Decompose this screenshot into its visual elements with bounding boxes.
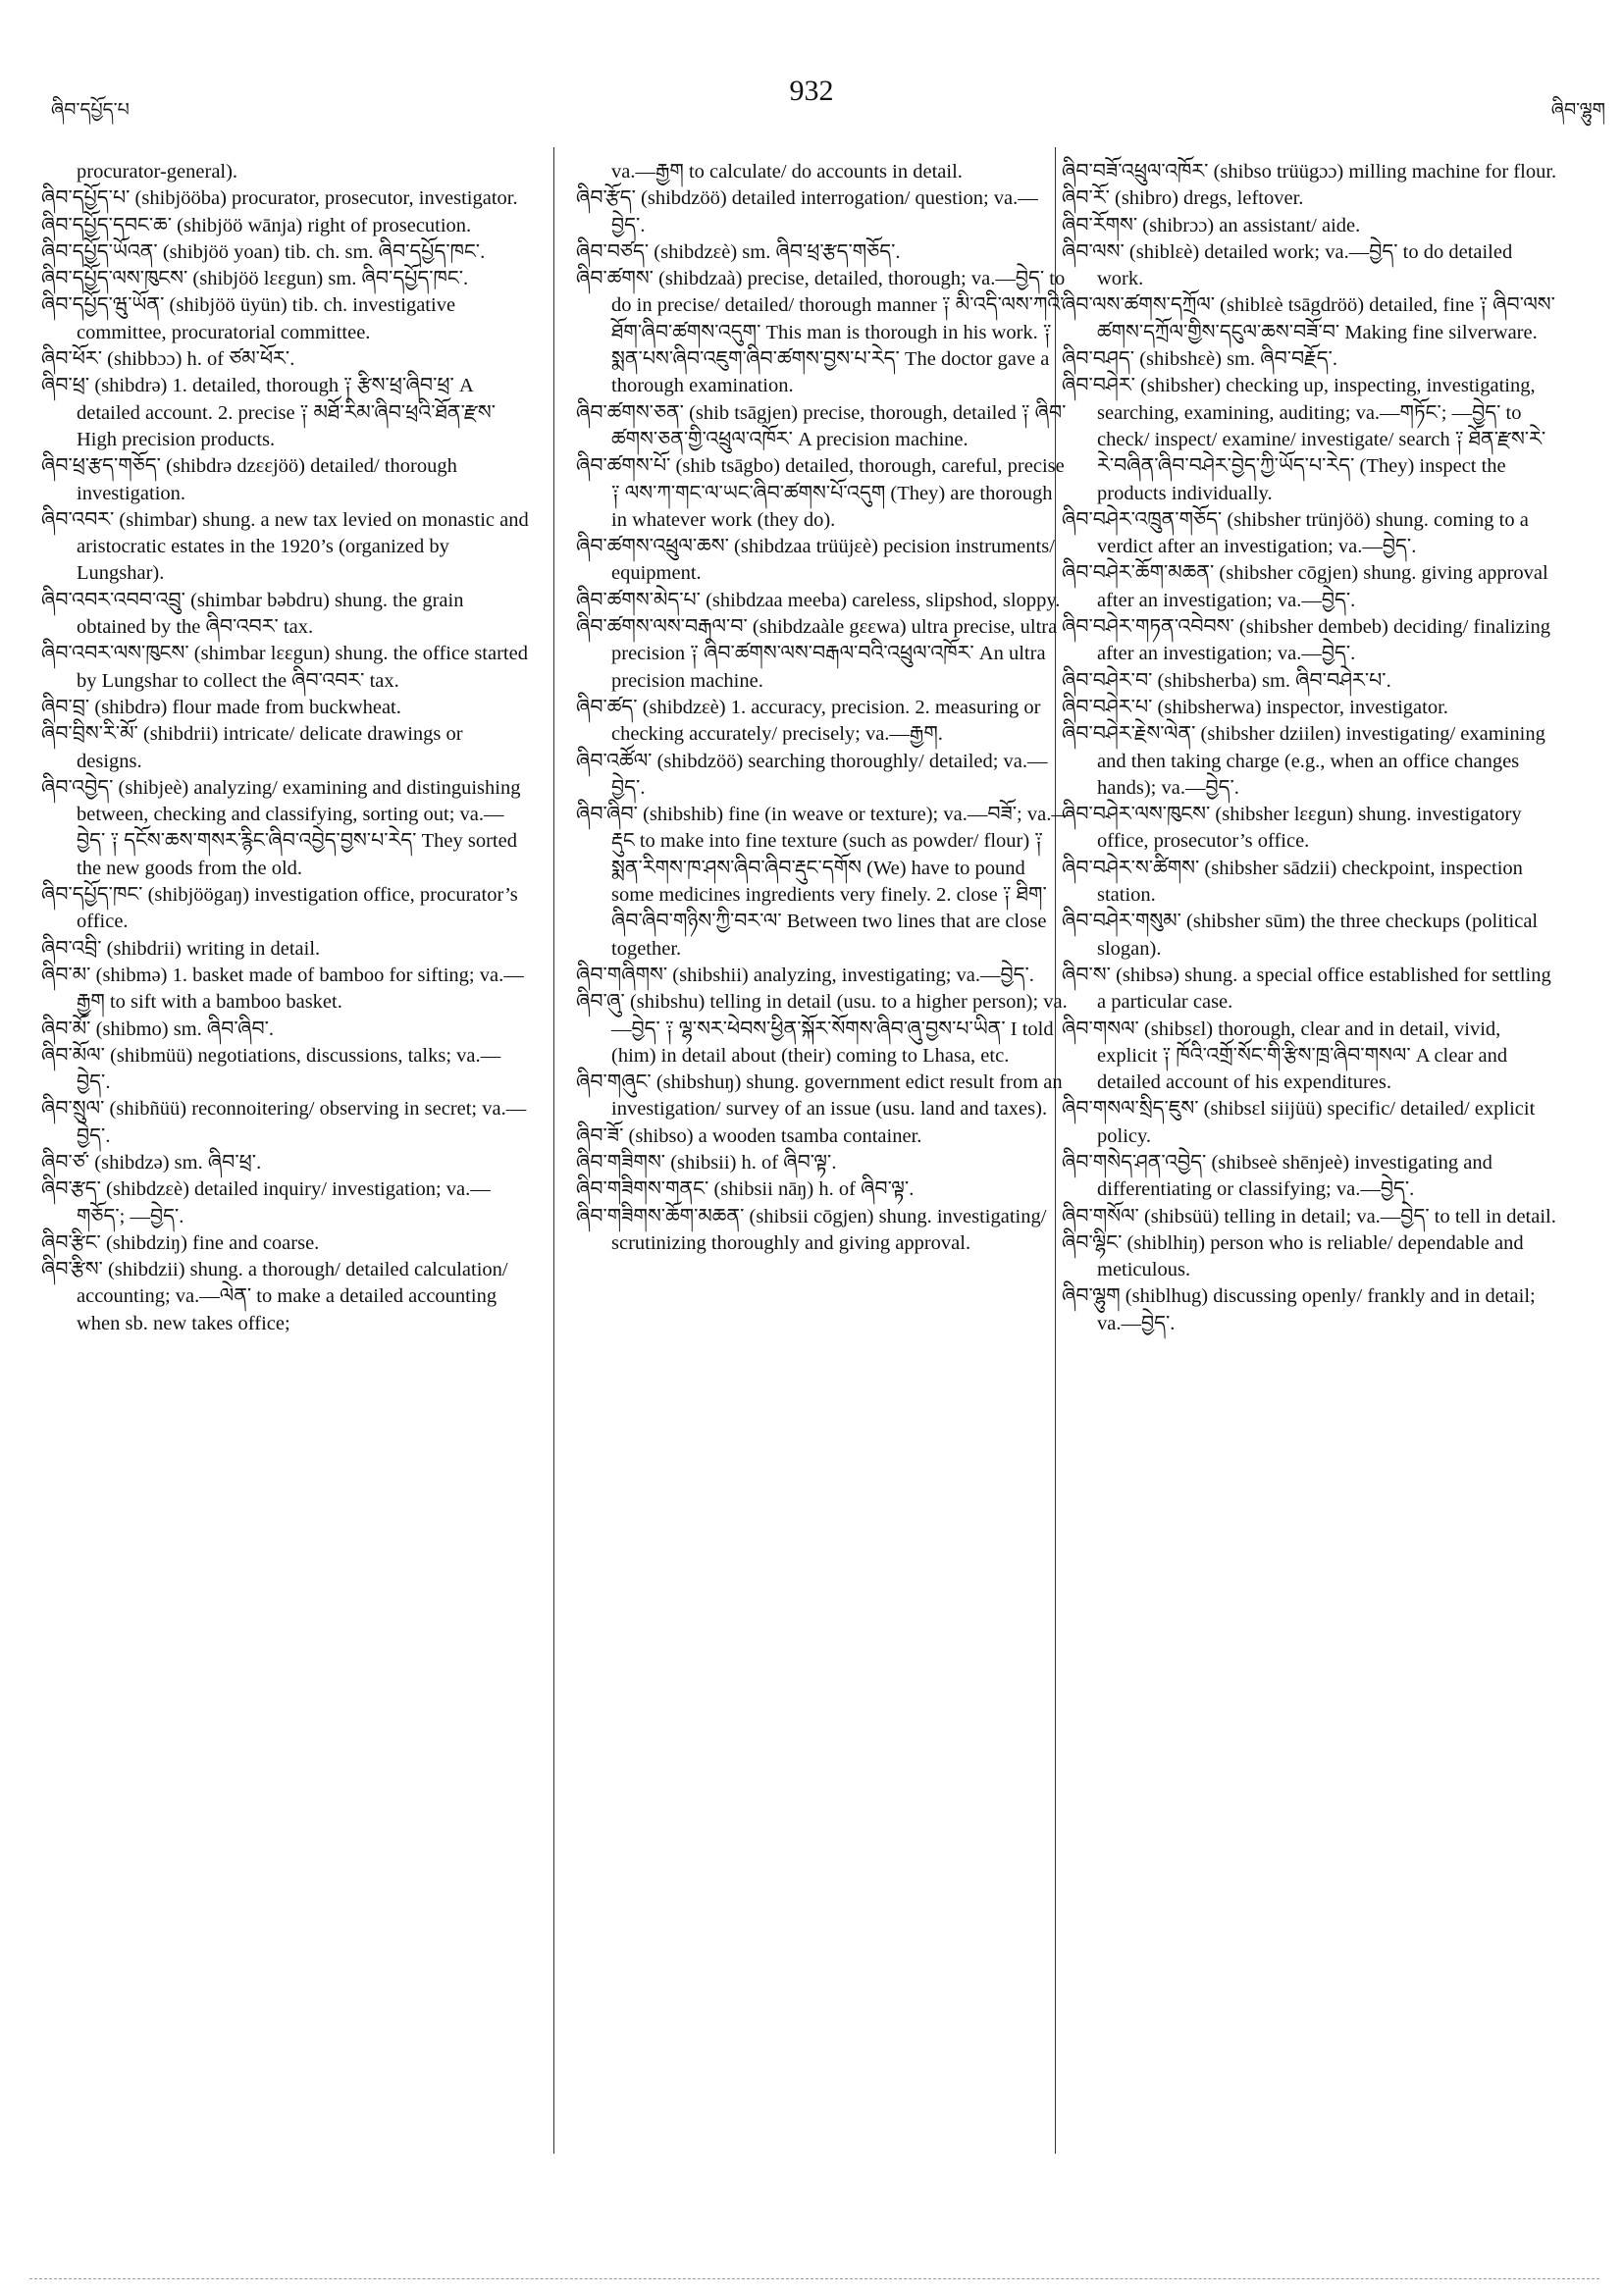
dictionary-entry: ཞིབ་བཤེར་ (shibsher) checking up, inspecting, investigating, searching, examining, auditing; va.—གཏོང་; —བྱེད་ to check/ inspect/ examine/ investigate/ search ༑ ཐོན་རྫས་རེ་རེ་བཞིན་ཞིབ་བཤེར་བྱེད་ཀྱི་ཡོད་པ་རེད་ (They) inspect the products individually. — [1062, 375, 1546, 504]
dictionary-entry: ཞིབ་དཔྱོད་ཁང་ (shibjöögaŋ) investigation office, procurator’s office. — [41, 884, 518, 933]
dictionary-entry: ཞིབ་ཚགས་པོ་ (shib tsāgbo) detailed, thorough, careful, precise ༑ ལས་ཀ་གང་ལ་ཡང་ཞིབ་ཚགས་པོ་འདུག (They) are thorough in whatever work (they do). — [576, 455, 1065, 531]
column-1 — [41, 159, 532, 1337]
dictionary-entry: ཞིབ་གཟིགས་ (shibsii) h. of ཞིབ་ལྟ་. — [576, 1151, 837, 1174]
dictionary-entry: ཞིབ་སྲུལ་ (shibñüü) reconnoitering/ observing in secret; va.—བྱེད་. — [41, 1098, 527, 1147]
dictionary-entry: ཞིབ་ཚགས་འཕྲུལ་ཆས་ (shibdzaa trüüjɛè) pecision instruments/ equipment. — [576, 536, 1055, 585]
dictionary-entry: ཞིབ་གསལ་ (shibsɛl) thorough, clear and in detail, vivid, explicit ༑ ཁོའི་འགྲོ་སོང་གི་རྩིས་ཁྲ་ཞིབ་གསལ་ A clear and detailed account of his expenditures. — [1062, 1018, 1508, 1094]
dictionary-entry: ཞིབ་བྲིས་རི་མོ་ (shibdrii) intricate/ delicate drawings or designs. — [41, 723, 463, 772]
dictionary-entry: ཞིབ་ལྷུག (shiblhug) discussing openly/ frankly and in detail; va.—བྱེད་. — [1062, 1285, 1536, 1334]
dictionary-entry: ཞིབ་རོ་ (shibro) dregs, leftover. — [1062, 187, 1304, 210]
dictionary-entry: ཞིབ་གཞིགས་ (shibshii) analyzing, investigating; va.—བྱེད་. — [576, 964, 1034, 986]
dictionary-entry: ཞིབ་དཔྱོད་དབང་ཆ་ (shibjöö wānja) right of prosecution. — [41, 214, 472, 236]
dictionary-entry: ཞིབ་གཞུང་ (shibshuŋ) shung. government edict result from an investigation/ survey of an issue (usu. land and taxes). — [576, 1071, 1063, 1121]
dictionary-entry: ཞིབ་ཕྲ་རྩད་གཅོད་ (shibdrə dzɛɛjöö) detailed/ thorough investigation. — [41, 455, 457, 504]
column-rule — [553, 147, 554, 2154]
dictionary-entry: ཞིབ་བཤེར་བ་ (shibsherba) sm. ཞིབ་བཤེར་པ་. — [1062, 669, 1391, 692]
dictionary-entry: ཞིབ་རོགས་ (shibrɔɔ) an assistant/ aide. — [1062, 214, 1361, 236]
dictionary-entry: ཞིབ་འབར་ (shimbar) shung. a new tax levied on monastic and aristocratic estates in the 1920’s (organized by Lungshar). — [41, 508, 529, 585]
dictionary-entry: ཞིབ་བཤེར་ལས་ཁུངས་ (shibsher lɛɛgun) shung. investigatory office, prosecutor’s office. — [1062, 804, 1522, 853]
dictionary-entry: ཞིབ་ཚགས་ཅན་ (shib tsāgjen) precise, thorough, detailed ༑ ཞིབ་ཚགས་ཅན་གྱི་འཕྲུལ་འཁོར་ A precision machine. — [576, 401, 1067, 450]
dictionary-entry: procurator-general). — [77, 161, 238, 183]
page-number: 932 — [789, 75, 834, 107]
dictionary-entry: ཞིབ་བཤད་ (shibshɛè) sm. ཞིབ་བརྗོད་. — [1062, 348, 1337, 371]
left-headword: ཞིབ་དཔྱོད་པ — [51, 99, 130, 121]
dictionary-entry: ཞིབ་ཞིབ་ (shibshib) fine (in weave or texture); va.—བཟོ་; va.—རྡུང to make into fine texture (such as powder/ flour) ༑ སྨན་རིགས་ཁ་ཤས་ཞིབ་ཞིབ་རྡུང་དགོས (We) have to pound some medicines ingredients very finely. 2. close ༑ ཐིག་ཞིབ་ཞིབ་གཉིས་ཀྱི་བར་ལ་ Between two lines that are close together. — [576, 804, 1072, 960]
dictionary-entry: ཞིབ་གསལ་སྲིད་ཇུས་ (shibsɛl siijüü) specific/ detailed/ explicit policy. — [1062, 1098, 1536, 1147]
dictionary-entry: ཞིབ་བཤེར་རྗེས་ལེན་ (shibsher dziilen) investigating/ examining and then taking charge (e.g., when an office changes hands); va.—བྱེད་. — [1062, 723, 1545, 799]
dictionary-entry: ཞིབ་ལྷིང་ (shiblhiŋ) person who is reliable/ dependable and meticulous. — [1062, 1231, 1524, 1281]
dictionary-entry: ཞིབ་རྩོད་ (shibdzöö) detailed interrogation/ question; va.—བྱེད་. — [576, 187, 1038, 236]
dictionary-entry: ཞིབ་རྩད་ (shibdzɛè) detailed inquiry/ investigation; va.—གཅོད་; —བྱེད་. — [41, 1178, 491, 1227]
dictionary-entry: ཞིབ་མ་ (shibmə) 1. basket made of bamboo for sifting; va.—རྒྱག to sift with a bamboo basket. — [41, 964, 524, 1014]
dictionary-entry: ཞིབ་འབར་འབབ་འབྲུ་ (shimbar bəbdru) shung. the grain obtained by the ཞིབ་འབར་ tax. — [41, 589, 464, 639]
right-headword: ཞིབ་ལྷུག — [1550, 99, 1605, 121]
dictionary-entry: ཞིབ་རྩིང་ (shibdziŋ) fine and coarse. — [41, 1231, 320, 1254]
dictionary-entry: ཞིབ་ས་ (shibsə) shung. a special office established for settling a particular case. — [1062, 964, 1551, 1014]
dictionary-entry: ཞིབ་ཚགས་མེད་པ་ (shibdzaa meeba) careless, slipshod, sloppy. — [576, 589, 1061, 611]
dictionary-entry: ཞིབ་ཟོ་ (shibso) a wooden tsamba container. — [576, 1124, 922, 1147]
dictionary-entry: ཞིབ་ཕྲ་ (shibdrə) 1. detailed, thorough ༑ རྩིས་ཕྲ་ཞིབ་ཕྲ་ A detailed account. 2. precise ༑ མཐོ་རིམ་ཞིབ་ཕྲའི་ཐོན་རྫས་ High precision products. — [41, 375, 496, 450]
dictionary-entry: ཞིབ་འབྱེད་ (shibjeè) analyzing/ examining and distinguishing between, checking and classifying, sorting out; va.—བྱེད་ ༑ དངོས་ཆས་གསར་རྙིང་ཞིབ་འབྱེད་བྱས་པ་རེད་ They sorted the new goods from the old. — [41, 776, 521, 879]
running-head — [0, 69, 1623, 128]
dictionary-entry: ཞིབ་གཟིགས་ཆོག་མཆན་ (shibsii cōgjen) shung. investigating/ scrutinizing thoroughly and giving approval. — [576, 1205, 1047, 1254]
dictionary-entry: ཞིབ་མོ་ (shibmo) sm. ཞིབ་ཞིབ་. — [41, 1018, 275, 1040]
dictionary-entry: ཞིབ་གསོལ་ (shibsüü) telling in detail; va.—བྱེད་ to tell in detail. — [1062, 1205, 1556, 1227]
dictionary-entry: ཞིབ་ཚགས་ལས་བརྒལ་བ་ (shibdzaàle gɛɛwa) ultra precise, ultra precision ༑ ཞིབ་ཚགས་ལས་བརྒལ་བའི་འཕྲུལ་འཁོར་ An ultra precision machine. — [576, 616, 1058, 692]
dictionary-entry: ཞིབ་འཚོལ་ (shibdzöö) searching thoroughly/ detailed; va.—བྱེད་. — [576, 750, 1048, 799]
dictionary-entry: ཞིབ་བཙད་ (shibdzɛè) sm. ཞིབ་ཕྲ་རྩད་གཅོད་. — [576, 240, 901, 263]
dictionary-entry: ཞིབ་རྩིས་ (shibdzii) shung. a thorough/ detailed calculation/ accounting; va.—ལེན་ to make a detailed accounting when sb. new takes office; — [41, 1259, 508, 1334]
dictionary-entry: ཞིབ་བཤེར་གཏན་འབེབས་ (shibsher dembeb) deciding/ finalizing after an investigation; va.—བྱེད་. — [1062, 616, 1550, 665]
dictionary-entry: ཞིབ་ལས་ (shiblɛè) detailed work; va.—བྱེད་ to do detailed work. — [1062, 240, 1513, 290]
dictionary-entry: ཞིབ་ཙ་ (shibdzə) sm. ཞིབ་ཕྲ་. — [41, 1151, 262, 1174]
dictionary-entry: ཞིབ་མོལ་ (shibmüü) negotiations, discussions, talks; va.—བྱེད་. — [41, 1044, 501, 1094]
dictionary-entry: ཞིབ་དཔྱོད་ཡོའན་ (shibjöö yoan) tib. ch. sm. ཞིབ་དཔྱོད་ཁང་. — [41, 240, 486, 263]
dictionary-entry: ཞིབ་གཟིགས་གནང་ (shibsii nāŋ) h. of ཞིབ་ལྟ་. — [576, 1178, 915, 1201]
dictionary-entry: ཞིབ་དཔྱོད་ཝུ་ཡོན་ (shibjöö üyün) tib. ch. investigative committee, procuratorial committee. — [41, 294, 456, 343]
dictionary-entry: ཞིབ་དཔྱོད་པ་ (shibjööba) procurator, prosecutor, investigator. — [41, 187, 518, 210]
dictionary-entry: ཞིབ་དཔྱོད་ལས་ཁུངས་ (shibjöö lɛɛgun) sm. ཞིབ་དཔྱོད་ཁང་. — [41, 268, 469, 290]
column-2 — [576, 159, 1072, 1257]
dictionary-entry: ཞིབ་བཤེར་ས་ཚིགས་ (shibsher sādzii) checkpoint, inspection station. — [1062, 857, 1523, 907]
dictionary-entry: ཞིབ་བྲ་ (shibdrə) flour made from buckwheat. — [41, 696, 401, 718]
dictionary-entry: ཞིབ་འབྲི་ (shibdrii) writing in detail. — [41, 937, 321, 960]
dictionary-entry: ཞིབ་གསེད་ཤན་འབྱེད་ (shibseè shēnjeè) investigating and differentiating or classifying; va.—བྱེད་. — [1062, 1151, 1492, 1201]
dictionary-entry: ཞིབ་བཤེར་པ་ (shibsherwa) inspector, investigator. — [1062, 696, 1448, 718]
dictionary-entry: ཞིབ་ཚད་ (shibdzɛè) 1. accuracy, precision. 2. measuring or checking accurately/ precisely; va.—རྒྱག. — [576, 696, 1041, 746]
dictionary-entry: ཞིབ་ཕོར་ (shibbɔɔ) h. of ཙམ་ཕོར་. — [41, 348, 295, 371]
dictionary-entry: ཞིབ་བཤེར་ཆོག་མཆན་ (shibsher cōgjen) shung. giving approval after an investigation; va.—བྱེད་. — [1062, 562, 1548, 611]
dictionary-entry: va.—རྒྱག to calculate/ do accounts in detail. — [611, 161, 963, 183]
dictionary-entry: ཞིབ་ལས་ཚགས་དཀྲོལ་ (shiblɛè tsāgdröö) detailed, fine ༑ ཞིབ་ལས་ཚགས་དཀྲོལ་གྱིས་དངུལ་ཆས་བཟོ་བ་ Making fine silverware. — [1062, 294, 1555, 343]
dictionary-entry: ཞིབ་འབར་ལས་ཁུངས་ (shimbar lɛɛgun) shung. the office started by Lungshar to collect the ཞིབ་འབར་ tax. — [41, 643, 528, 692]
dictionary-entry: ཞིབ་བཤེར་འཁྲུན་གཅོད་ (shibsher trünjöö) shung. coming to a verdict after an investigation; va.—བྱེད་. — [1062, 508, 1529, 558]
dictionary-entry: ཞིབ་ཚགས་ (shibdzaà) precise, detailed, thorough; va.—བྱེད་ to do in precise/ detailed/ thorough manner ༑ མི་འདི་ལས་ཀའི་ཐོག་ཞིབ་ཚགས་འདུག་ This man is thorough in his work. ༑ སྨན་པས་ཞིབ་འཇུག་ཞིབ་ཚགས་བྱས་པ་རེད་ The doctor gave a thorough examination. — [576, 268, 1066, 397]
footer-rule — [29, 2278, 1599, 2280]
dictionary-entry: ཞིབ་བཤེར་གསུམ་ (shibsher sūm) the three checkups (political slogan). — [1062, 911, 1539, 960]
dictionary-entry: ཞིབ་ཞུ་ (shibshu) telling in detail (usu. to a higher person); va.—བྱེད་ ༑ ལྷ་སར་ཕེབས་ཕྱིན་སྐོར་སོགས་ཞིབ་ཞུ་བྱས་པ་ཡིན་ I told (him) in detail about (their) coming to Lhasa, etc. — [576, 991, 1068, 1067]
column-3 — [1062, 159, 1562, 1337]
dictionary-entry: ཞིབ་བཟོ་འཕྲུལ་འཁོར་ (shibso trüügɔɔ) milling machine for flour. — [1062, 161, 1557, 183]
